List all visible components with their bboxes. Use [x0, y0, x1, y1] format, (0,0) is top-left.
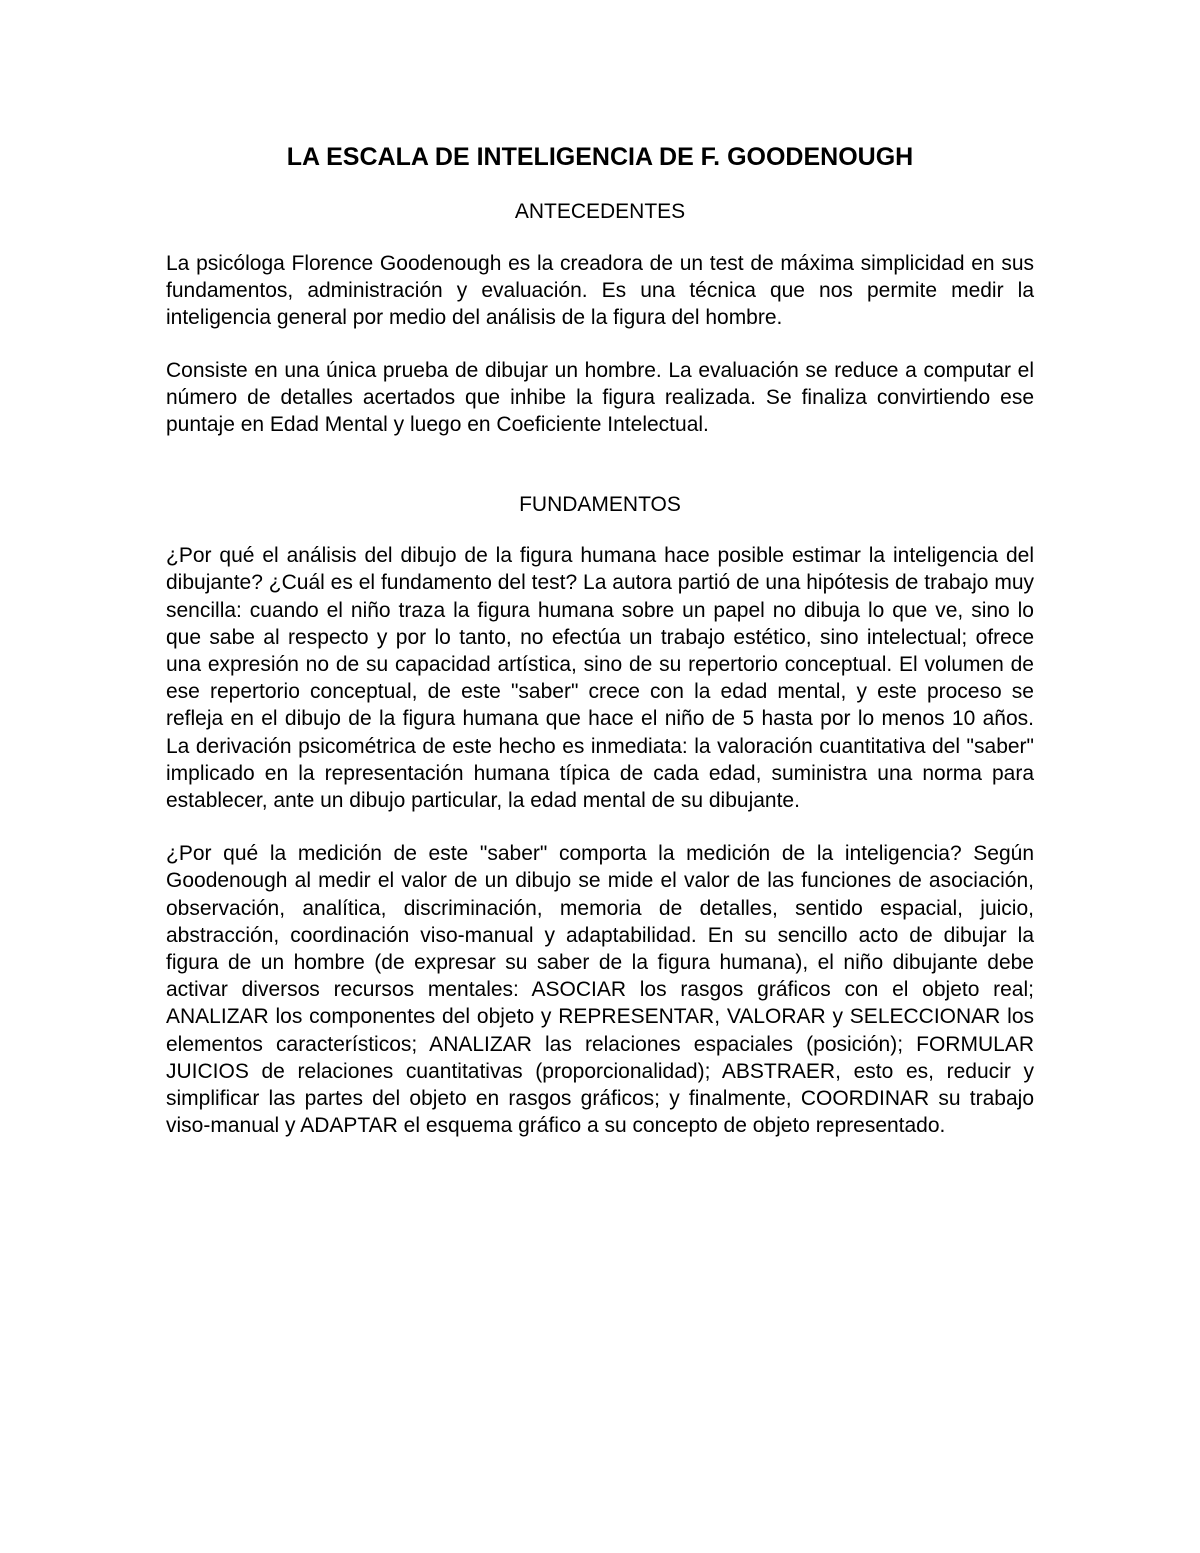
paragraph-fundamentos-1: ¿Por qué el análisis del dibujo de la figura humana hace posible estimar la inteligencia del dibujante? ¿Cuál es el fundamento del test? La autora partió de una hipótesis de trabajo muy sencilla: cuando el niño traza la figura humana sobre un papel no dibuja lo que ve, sino lo que sabe al respecto y por lo tanto, no efectúa un trabajo estético, sino intelectual; ofrece una expresión no de su capacidad artística, sino de su repertorio conceptual. El volumen de ese repertorio conceptual, de este "saber" crece con la edad mental, y este proceso se refleja en el dibujo de la figura humana que hace el niño de 5 hasta por lo menos 10 años. La derivación psicométrica de este hecho es inmediata: la valoración cuantitativa del "saber" implicado en la representación humana típica de cada edad, suministra una norma para establecer, ante un dibujo particular, la edad mental de su dibujante.: [166, 544, 1034, 813]
document-body: [166, 140, 1034, 1139]
section-heading-fundamentos: FUNDAMENTOS: [519, 493, 681, 517]
section-heading-antecedentes: ANTECEDENTES: [514, 200, 686, 223]
document-title: LA ESCALA DE INTELIGENCIA DE F. GOODENOUGH: [286, 143, 914, 171]
paragraph-antecedentes-2: Consiste en una única prueba de dibujar un hombre. La evaluación se reduce a computar el número de detalles acertados que inhibe la figura realizada. Se finaliza convirtiendo ese puntaje en Edad Mental y luego en Coeficiente Intelectual.: [166, 358, 1034, 437]
paragraph-fundamentos-2: ¿Por qué la medición de este "saber" comporta la medición de la inteligencia? Según Goodenough al medir el valor de un dibujo se mide el valor de las funciones de asociación, observación, analítica, discriminación, memoria de detalles, sentido espacial, juicio, abstracción, coordinación viso-manual y adaptabilidad. En su sencillo acto de dibujar la figura de un hombre (de expresar su saber de la figura humana), el niño dibujante debe activar diversos recursos mentales: ASOCIAR los rasgos gráficos con el objeto real; ANALIZAR los componentes del objeto y REPRESENTAR, VALORAR y SELECCIONAR los elementos característicos; ANALIZAR las relaciones espaciales (posición); FORMULAR JUICIOS de relaciones cuantitativas (proporcionalidad); ABSTRAER, esto es, reducir y simplificar las partes del objeto en rasgos gráficos; y finalmente, COORDINAR su trabajo viso-manual y ADAPTAR el esquema gráfico a su concepto de objeto representado.: [166, 842, 1034, 1138]
paragraph-antecedentes-1: La psicóloga Florence Goodenough es la creadora de un test de máxima simplicidad en sus fundamentos, administración y evaluación. Es una técnica que nos permite medir la inteligencia general por medio del análisis de la figura del hombre.: [166, 252, 1034, 330]
